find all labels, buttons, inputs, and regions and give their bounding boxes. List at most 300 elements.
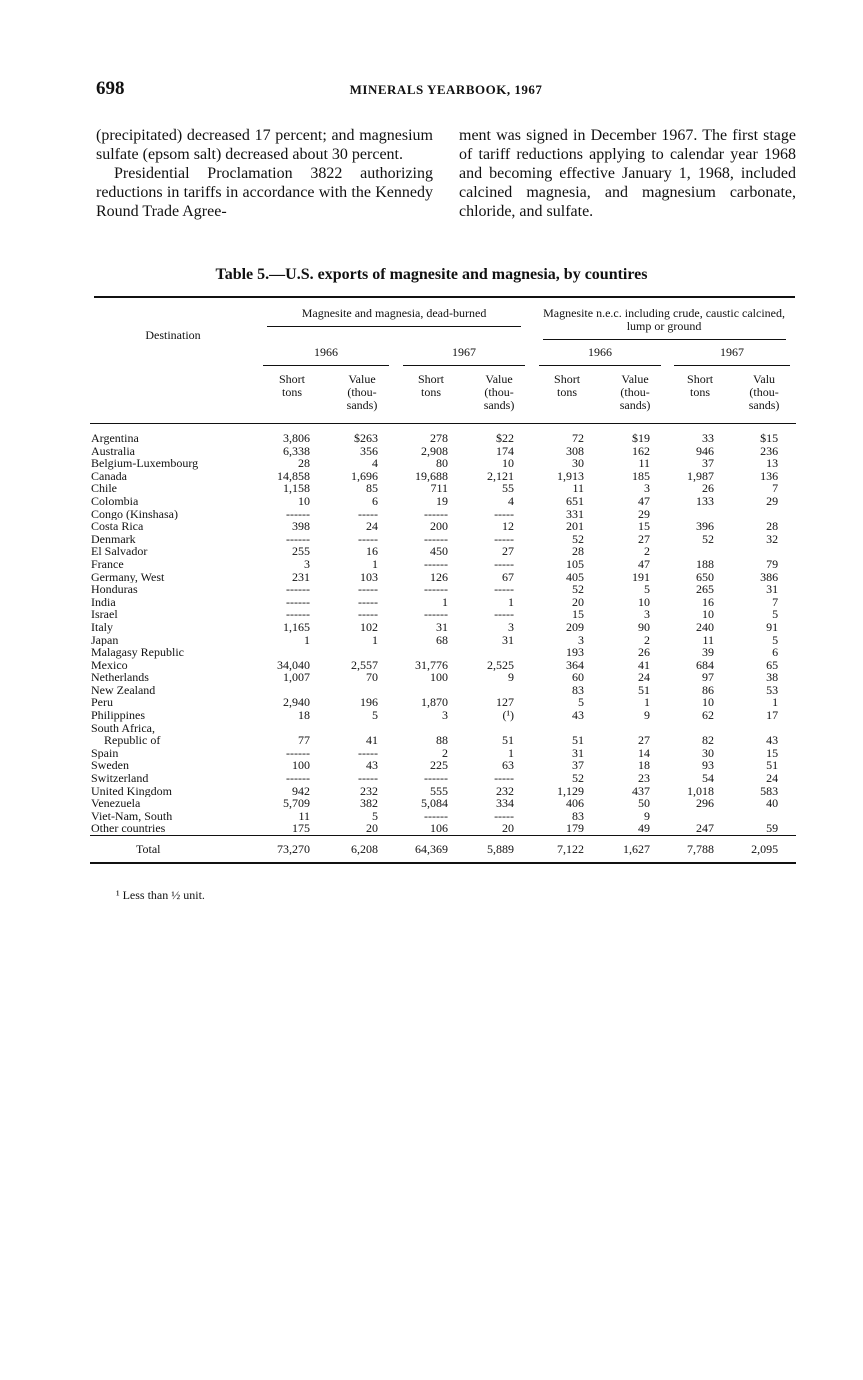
value-cell: 91 [766,619,779,634]
paragraph: Presidential Proclamation 3822 authorizing reductions in tariffs in accordance with the Kennedy Round Trade Agree- [96,165,433,220]
country-cell: Malagasy Republic [91,646,184,659]
country-cell: Honduras [91,583,138,596]
value-cell: 209 [566,619,585,634]
value-cell: 30 [572,456,585,471]
value-cell: 11 [298,808,310,823]
value-cell: 1 [644,695,651,710]
unit-header: Value (thou- sands) [602,367,668,424]
value-cell: ------ [424,556,448,571]
table-row [90,671,796,684]
unit-header: Valu (thou- sands) [732,367,796,424]
value-cell: 6 [372,493,378,508]
value-cell: 2,121 [487,468,515,483]
country-cell: Republic of [104,734,161,747]
value-cell: 193 [566,645,585,660]
year-header: 1966 [263,345,389,366]
value-cell: ----- [358,607,378,622]
table-row [90,583,796,596]
value-cell: 10 [502,456,515,471]
value-cell: 6,208 [328,836,396,864]
value-cell: 684 [696,657,715,672]
value-cell: 90 [638,619,651,634]
value-cell: $263 [354,431,378,445]
value-cell: 15 [638,519,651,534]
value-cell: ------ [286,771,310,786]
value-cell: 27 [638,531,651,546]
value-cell: 100 [292,758,310,773]
value-cell [256,722,328,735]
value-cell: 28 [298,456,310,471]
table-row [90,709,796,722]
value-cell: 174 [496,443,515,458]
table-row [90,520,796,533]
value-cell: 34,040 [277,657,310,672]
value-cell: 51 [766,758,779,773]
value-cell: 31 [502,632,515,647]
value-cell: 406 [566,796,585,811]
value-cell: 5 [772,632,779,647]
value-cell: 1,913 [557,468,585,483]
value-cell: 2,095 [732,836,796,864]
value-cell: $22 [496,431,515,445]
value-cell: 231 [292,569,310,584]
total-row [90,836,796,864]
text-column-right [459,126,796,221]
paragraph: ment was signed in December 1967. The first stage of tariff reductions applying to calendar year 1968 and becoming effective January 1, 1968, included calcined magnesia, and magnesium carbonate, chloride, and sulfate. [459,127,796,220]
value-cell: 3 [508,619,515,634]
country-cell: Sweden [91,759,129,773]
value-cell: ------ [286,582,310,597]
value-cell: 80 [436,456,448,471]
value-cell: $19 [632,431,651,445]
value-cell: (¹) [502,708,515,723]
value-cell: 47 [638,493,651,508]
value-cell: 49 [638,821,651,836]
value-cell: 162 [632,443,651,458]
value-cell: 942 [292,783,310,798]
country-cell: Viet-Nam, South [91,809,173,823]
value-cell: ----- [494,607,515,622]
unit-header: Short tons [396,367,466,424]
value-cell: 10 [638,594,651,609]
value-cell: 77 [298,733,310,748]
value-cell: 127 [496,695,515,710]
value-cell: ------ [424,506,448,521]
value-cell: 3 [644,481,651,496]
value-cell: 53 [766,682,779,697]
value-cell: 68 [436,632,448,647]
value-cell: 133 [696,493,715,508]
value-cell: 31 [766,582,779,597]
value-cell: 85 [366,481,378,496]
value-cell [532,722,602,735]
value-cell: 1,987 [687,468,715,483]
year-header: 1966 [539,345,661,366]
country-cell: Venezuela [91,797,141,810]
value-cell: 28 [572,544,585,559]
country-cell: Italy [91,620,113,634]
body-text [96,126,796,221]
value-cell: 5,709 [283,796,310,811]
unit-header: Value (thou- sands) [328,367,396,424]
value-cell: 17 [766,708,779,723]
value-cell: ----- [494,506,515,521]
value-cell: 1,018 [687,783,715,798]
value-cell: 50 [638,796,651,811]
value-cell: 175 [292,821,310,836]
value-cell: 102 [360,619,378,634]
value-cell: 14,858 [277,468,310,483]
value-cell: 9 [644,708,651,723]
country-cell: South Africa, [91,721,155,735]
value-cell: 72 [572,431,585,445]
value-cell: 26 [702,481,715,496]
value-cell: ----- [358,594,378,609]
value-cell: 255 [292,544,310,559]
value-cell: 105 [566,556,585,571]
value-cell: ------ [424,771,448,786]
value-cell: 5 [578,695,585,710]
value-cell: 29 [766,493,779,508]
value-cell: 27 [502,544,515,559]
value-cell: 20 [572,594,585,609]
value-cell: 18 [638,758,651,773]
value-cell: ----- [358,771,378,786]
value-cell [466,646,532,659]
value-cell: 86 [702,682,715,697]
value-cell: 9 [508,670,515,685]
country-cell: Chile [91,482,117,495]
value-cell: 51 [638,682,651,697]
value-cell: 1,007 [283,670,310,685]
value-cell: 55 [502,481,515,496]
value-cell: 32 [766,531,779,546]
value-cell: 15 [766,745,779,760]
value-cell: 5 [372,808,378,823]
value-cell: ------ [286,531,310,546]
value-cell: ------ [286,607,310,622]
value-cell: 7,122 [532,836,602,864]
value-cell: 2,940 [283,695,310,710]
value-cell: 33 [702,431,715,445]
value-cell: 2,908 [421,443,448,458]
value-cell: 6,338 [283,443,310,458]
value-cell: ------ [286,745,310,760]
value-cell: 308 [566,443,585,458]
value-cell: 31,776 [415,657,448,672]
value-cell: 52 [572,771,585,786]
value-cell [396,646,466,659]
value-cell: 10 [702,695,715,710]
value-cell [256,646,328,659]
value-cell: 65 [766,657,779,672]
value-cell [732,722,796,735]
value-cell: 11 [638,456,651,471]
exports-table [90,303,796,864]
value-cell: 19 [436,493,448,508]
value-cell: 24 [366,519,378,534]
value-cell: 232 [360,783,378,798]
value-cell: ------ [286,594,310,609]
value-cell: 247 [696,821,715,836]
table-row [90,634,796,647]
table-row [90,621,796,634]
year-header: 1967 [674,345,789,366]
value-cell: 41 [366,733,378,748]
country-cell: Total [90,836,256,864]
value-cell: 51 [572,733,585,748]
country-cell: Costa Rica [91,520,144,533]
value-cell: 38 [766,670,779,685]
unit-header: Short tons [668,367,732,424]
value-cell: 4 [372,456,378,471]
text-column-left [96,126,433,221]
value-cell: 3,806 [283,431,310,445]
value-cell: 382 [360,796,378,811]
value-cell: 37 [572,758,585,773]
value-cell: 43 [366,758,378,773]
value-cell: 225 [430,758,448,773]
value-cell: 650 [696,569,715,584]
value-cell: ----- [358,506,378,521]
table-row [90,734,796,747]
value-cell: 3 [644,607,651,622]
value-cell: 62 [702,708,715,723]
country-cell: Other countries [91,822,166,836]
table-row [90,495,796,508]
value-cell: 1,158 [283,481,310,496]
value-cell: 11 [572,481,585,496]
value-cell: 2 [644,632,651,647]
value-cell: 437 [632,783,651,798]
footnote: ¹ Less than ½ unit. [116,888,205,902]
value-cell: ------ [424,808,448,823]
value-cell: 40 [766,796,779,811]
value-cell: ----- [494,531,515,546]
table-row [90,772,796,785]
value-cell: 265 [696,582,715,597]
value-cell: 20 [366,821,378,836]
value-cell: 555 [430,783,448,798]
value-cell: ------ [424,607,448,622]
country-cell: El Salvador [91,545,148,558]
value-cell: 18 [298,708,310,723]
value-cell: 200 [430,519,448,534]
value-cell: 51 [502,733,515,748]
value-cell: 296 [696,796,715,811]
value-cell: 9 [644,808,651,823]
value-cell: 60 [572,670,585,685]
value-cell: 79 [766,556,779,571]
country-cell: Spain [91,746,119,760]
table-row [90,558,796,571]
country-cell: Switzerland [91,772,149,785]
country-cell: Philippines [91,709,146,722]
paragraph: (precipitated) decreased 17 percent; and magnesium sulfate (epsom salt) decreased about 30 percent. [96,127,433,163]
table-row [90,822,796,835]
table-row [90,797,796,810]
country-cell: United Kingdom [91,784,172,798]
value-cell: 11 [702,632,715,647]
value-cell: 64,369 [396,836,466,864]
value-cell: 3 [442,708,448,723]
value-cell: 356 [360,443,378,458]
value-cell: 1 [508,745,515,760]
value-cell: 5,889 [466,836,532,864]
table-title: Table 5.—U.S. exports of magnesite and magnesia, by countires [215,266,648,283]
value-cell: 136 [760,468,779,483]
value-cell: ------ [424,582,448,597]
value-cell: 70 [366,670,378,685]
value-cell: ----- [494,771,515,786]
value-cell: 364 [566,657,585,672]
value-cell: 278 [430,431,448,445]
value-cell: 37 [702,456,715,471]
value-cell: 63 [502,758,515,773]
value-cell: 29 [638,506,651,521]
value-cell: 1 [372,556,378,571]
value-cell: 2 [442,745,448,760]
value-cell: 711 [430,481,448,496]
value-cell: 1,870 [421,695,448,710]
year-header: 1967 [403,345,525,366]
value-cell [732,810,796,823]
value-cell: 43 [766,733,779,748]
destination-header: Destination [145,327,201,342]
country-cell: France [91,557,124,571]
value-cell: 6 [772,645,779,660]
value-cell: ------ [286,506,310,521]
country-cell: Colombia [91,494,139,508]
value-cell: 83 [572,808,585,823]
value-cell: 31 [572,745,585,760]
value-cell: 39 [702,645,715,660]
value-cell: 26 [638,645,651,660]
value-cell: 88 [436,733,448,748]
value-cell: 334 [496,796,515,811]
value-cell: 5 [372,708,378,723]
country-cell: Canada [91,469,127,483]
unit-header: Value (thou- sands) [466,367,532,424]
value-cell: 16 [702,594,715,609]
country-cell: New Zealand [91,683,156,697]
value-cell: 41 [638,657,651,672]
country-cell: Israel [91,608,118,621]
value-cell: 28 [766,519,779,534]
value-cell: 1,627 [602,836,668,864]
value-cell: 398 [292,519,310,534]
value-cell: 1,696 [351,468,378,483]
value-cell: 82 [702,733,715,748]
value-cell: 405 [566,569,585,584]
value-cell: 54 [702,771,715,786]
value-cell: 1,129 [557,783,585,798]
value-cell: 185 [632,468,651,483]
value-cell: 13 [766,456,779,471]
country-cell: Congo (Kinshasa) [91,507,178,521]
value-cell: 331 [566,506,585,521]
value-cell: 651 [566,493,585,508]
value-cell: 23 [638,771,651,786]
value-cell [732,508,796,521]
value-cell: 3 [578,632,585,647]
group-header-nec: Magnesite n.e.c. including crude, caustic calcined, lump or ground [543,307,786,340]
value-cell: 2,525 [487,657,515,672]
value-cell: 946 [696,443,715,458]
value-cell [602,722,668,735]
value-cell: 5 [644,582,651,597]
country-cell: Belgium-Luxembourg [91,457,199,470]
value-cell: 10 [298,493,310,508]
value-cell: 10 [702,607,715,622]
value-cell: ------ [424,531,448,546]
value-cell: 1 [372,632,378,647]
unit-header: Short tons [256,367,328,424]
value-cell: 7 [772,481,779,496]
value-cell: 4 [508,493,515,508]
value-cell: 93 [702,758,715,773]
value-cell: ----- [358,745,378,760]
value-cell: 1 [772,695,779,710]
value-cell: 2 [644,544,651,559]
value-cell: 14 [638,745,651,760]
value-cell: 396 [696,519,715,534]
value-cell: 5,084 [421,796,448,811]
value-cell: 386 [760,569,779,584]
value-cell: 179 [566,821,585,836]
value-cell: 126 [430,569,448,584]
table-row [90,646,796,659]
value-cell: 106 [430,821,448,836]
value-cell: 59 [766,821,779,836]
value-cell: 1 [442,594,448,609]
country-cell: Germany, West [91,570,165,584]
country-cell: Japan [91,633,119,647]
running-title: MINERALS YEARBOOK, 1967 [349,82,543,97]
value-cell: 43 [572,708,585,723]
value-cell: 52 [702,531,715,546]
country-cell: Netherlands [91,671,149,684]
value-cell: 201 [566,519,585,534]
value-cell: 97 [702,670,715,685]
value-cell [668,722,732,735]
value-cell: 16 [366,544,378,559]
value-cell: 52 [572,582,585,597]
value-cell: 1 [304,632,310,647]
value-cell: 20 [502,821,515,836]
country-cell: Australia [91,444,135,458]
value-cell: 52 [572,531,585,546]
value-cell [328,722,396,735]
value-cell [328,646,396,659]
value-cell [732,545,796,558]
value-cell [396,722,466,735]
value-cell: 30 [702,745,715,760]
table-row [90,432,796,445]
value-cell: 103 [360,569,378,584]
country-cell: Mexico [91,658,128,672]
value-cell: 12 [502,519,515,534]
value-cell: 1 [508,594,515,609]
country-cell: India [91,595,116,609]
value-cell: ----- [358,582,378,597]
value-cell: ----- [494,808,515,823]
value-cell: ----- [494,582,515,597]
value-cell: 3 [304,556,310,571]
value-cell: 236 [760,443,779,458]
value-cell: 7 [772,594,779,609]
value-cell: $15 [760,431,779,445]
